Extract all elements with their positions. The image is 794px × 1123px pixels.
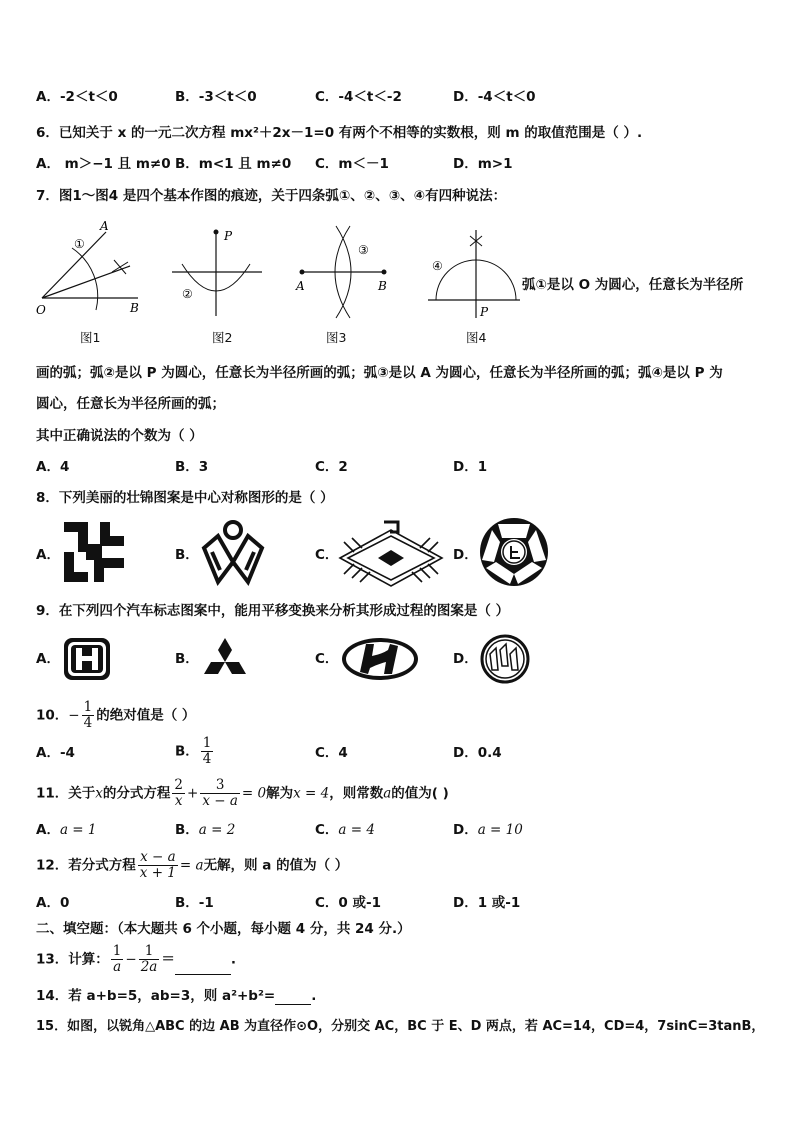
q11-f1-num: 2	[174, 777, 184, 793]
q6-option-d: D．m>1	[453, 156, 513, 172]
q7-question: 其中正确说法的个数为（ ）	[36, 428, 203, 444]
q8-option-b: B．	[175, 547, 199, 563]
q11-mid: 的分式方程	[102, 785, 171, 802]
q12-pre: 12．若分式方程	[36, 857, 136, 874]
q10-minus: −	[68, 707, 80, 724]
q14-end: .	[311, 988, 317, 1004]
q8-pattern-a	[62, 520, 126, 584]
figure-2	[168, 220, 268, 320]
q9-logo-mitsubishi	[200, 636, 250, 682]
fig4-arc-label: ④	[432, 259, 443, 273]
q9-stem: 9．在下列四个汽车标志图案中，能用平移变换来分析其形成过程的图案是（ ）	[36, 603, 510, 619]
figure-1	[34, 218, 144, 318]
q7-text-right: 弧①是以 O 为圆心，任意长为半径所	[522, 277, 744, 293]
q13-frac-1	[111, 944, 124, 975]
q11-c-label: C．	[315, 822, 339, 838]
q5-option-d: D．-4＜t＜0	[453, 89, 536, 105]
q11-post: ，则常数	[329, 785, 384, 802]
q13-end: .	[230, 951, 236, 968]
q11-a-value: a = 1	[59, 822, 97, 838]
fig3-label-a: A	[296, 279, 305, 293]
figure-4-caption: 图4	[466, 330, 487, 345]
q10-option-c: C．4	[315, 745, 348, 761]
q13-line	[36, 944, 236, 975]
q7-text-line3: 圆心，任意长为半径所画的弧；	[36, 396, 225, 412]
q13-f1-den: a	[113, 959, 122, 975]
q8-stem: 8．下列美丽的壮锦图案是中心对称图形的是（ ）	[36, 490, 334, 506]
q13-eq: ＝	[161, 951, 175, 968]
q7-option-a: A．4	[36, 459, 70, 475]
q10-option-a: A．-4	[36, 745, 75, 761]
fig1-label-o: O	[36, 303, 46, 317]
figure-1-caption: 图1	[80, 330, 101, 345]
q11-var-x: x	[95, 785, 103, 802]
figure-3	[292, 220, 402, 320]
q5-option-a: A．-2＜t＜0	[36, 89, 118, 105]
q12-option-b: B．-1	[175, 895, 214, 911]
q12-option-d: D．1 或-1	[453, 895, 521, 911]
q8-option-c: C．	[315, 547, 339, 563]
q12-option-c: C．0 或-1	[315, 895, 381, 911]
section-2-heading: 二、填空题：（本大题共 6 个小题，每小题 4 分，共 24 分.）	[36, 921, 411, 937]
q11-frac-2	[200, 778, 240, 809]
q9-logo-hyundai	[340, 636, 420, 682]
q8-pattern-c	[338, 518, 444, 588]
q10-line	[36, 700, 195, 731]
q13-frac-2	[139, 944, 160, 975]
q14-pre: 14．若 a+b=5，ab=3，则 a²+b²=	[36, 988, 276, 1004]
q9-option-b: B．	[175, 651, 199, 667]
q13-f2-den: 2a	[140, 959, 158, 975]
q14-line	[36, 987, 316, 1005]
q7-option-d: D．1	[453, 459, 488, 475]
q6-stem: 6．已知关于 x 的一元二次方程 mx²＋2x－1=0 有两个不相等的实数根，则 m 的取值范围是（ ）.	[36, 125, 643, 141]
q9-option-a: A．	[36, 651, 60, 667]
q11-end: 的值为( )	[391, 785, 449, 802]
q10-number: 10．	[36, 707, 69, 724]
q10-option-d: D．0.4	[453, 745, 502, 761]
q11-option-a	[36, 821, 97, 839]
q5-option-c: C．-4＜t＜-2	[315, 89, 402, 105]
q11-f2-num: 3	[200, 778, 240, 794]
q11-option-b	[175, 821, 235, 839]
q7-option-b: B．3	[175, 459, 209, 475]
figure-4	[424, 222, 524, 322]
q10-option-b-label: B．	[175, 743, 199, 760]
q10-b-num: 1	[202, 735, 212, 751]
q10-frac-den: 4	[83, 715, 93, 731]
q10-fraction	[82, 700, 95, 731]
q9-option-d: D．	[453, 651, 478, 667]
q12-den: x + 1	[139, 865, 176, 881]
q11-frac-1	[172, 778, 185, 809]
q9-option-c: C．	[315, 651, 339, 667]
q11-eq: = 0	[241, 785, 267, 802]
q10-b-den: 4	[202, 751, 212, 767]
q9-logo-honda	[62, 636, 112, 682]
q12-option-a: A．0	[36, 895, 70, 911]
figure-3-caption: 图3	[326, 330, 347, 345]
q11-f1-den: x	[174, 793, 183, 809]
fig2-label-p: P	[224, 229, 233, 243]
q8-pattern-b	[198, 518, 268, 588]
q12-line	[36, 850, 348, 881]
q14-answer-blank[interactable]	[275, 1004, 311, 1005]
q7-text-line2: 画的弧；弧②是以 P 为圆心，任意长为半径所画的弧；弧③是以 A 为圆心，任意长为半径所画的弧；弧④是以 P 为	[36, 365, 723, 381]
q9-logo-buick	[480, 634, 530, 684]
fig3-arc-label: ③	[358, 243, 369, 257]
q11-pre: 11．关于	[36, 785, 96, 802]
q11-b-value: a = 2	[198, 822, 236, 838]
q11-sol: 解为	[266, 785, 294, 802]
q5-option-b: B．-3＜t＜0	[175, 89, 257, 105]
q15-stem: 15．如图，以锐角△ABC 的边 AB 为直径作⊙O，分别交 AC，BC 于 E、D 两点，若 AC=14，CD=4，7sinC=3tanB，	[36, 1019, 765, 1034]
figure-2-caption: 图2	[212, 330, 233, 345]
q11-c-value: a = 4	[338, 822, 375, 838]
q13-pre: 13．计算：	[36, 951, 109, 968]
q6-option-a: A． m＞−1 且 m≠0	[36, 156, 171, 172]
q6-option-c: C．m＜－1	[315, 156, 389, 172]
fig1-label-a: A	[100, 219, 109, 233]
q7-option-c: C．2	[315, 459, 348, 475]
fig1-arc-label: ①	[74, 237, 85, 251]
fig1-label-b: B	[130, 301, 139, 315]
q8-option-a: A．	[36, 547, 60, 563]
q12-num: x − a	[138, 850, 178, 866]
q13-f2-num: 1	[139, 944, 160, 960]
q7-stem: 7．图1～图4 是四个基本作图的痕迹，关于四条弧①、②、③、④有四种说法：	[36, 188, 507, 204]
q11-a-label: A．	[36, 822, 60, 838]
q11-plus: +	[187, 785, 199, 802]
q10-frac-num: 1	[83, 699, 93, 715]
q10-tail: 的绝对值是（ ）	[96, 707, 196, 724]
q11-option-c	[315, 821, 375, 839]
q11-d-label: D．	[453, 822, 478, 838]
q8-pattern-d	[478, 516, 550, 588]
q13-f1-num: 1	[112, 943, 122, 959]
q11-xeq: x = 4	[293, 785, 330, 802]
q13-minus: −	[125, 951, 137, 968]
fig3-label-b: B	[378, 279, 387, 293]
q11-option-d	[453, 821, 523, 839]
q10-option-b	[175, 736, 215, 767]
q10-option-b-fraction	[201, 736, 214, 767]
q11-line	[36, 778, 449, 809]
fig4-label-p: P	[480, 305, 489, 319]
q12-post: 无解，则 a 的值为（ ）	[203, 857, 349, 874]
q11-f2-den: x − a	[202, 793, 238, 809]
q8-option-d: D．	[453, 547, 478, 563]
q11-b-label: B．	[175, 822, 199, 838]
q6-option-b: B．m<1 且 m≠0	[175, 156, 292, 172]
q12-fraction	[138, 850, 178, 881]
q13-answer-blank[interactable]	[175, 974, 231, 975]
q12-eq: = a	[179, 857, 204, 874]
fig2-arc-label: ②	[182, 287, 193, 301]
q11-d-value: a = 10	[477, 822, 523, 838]
q11-var-a: a	[383, 785, 392, 802]
